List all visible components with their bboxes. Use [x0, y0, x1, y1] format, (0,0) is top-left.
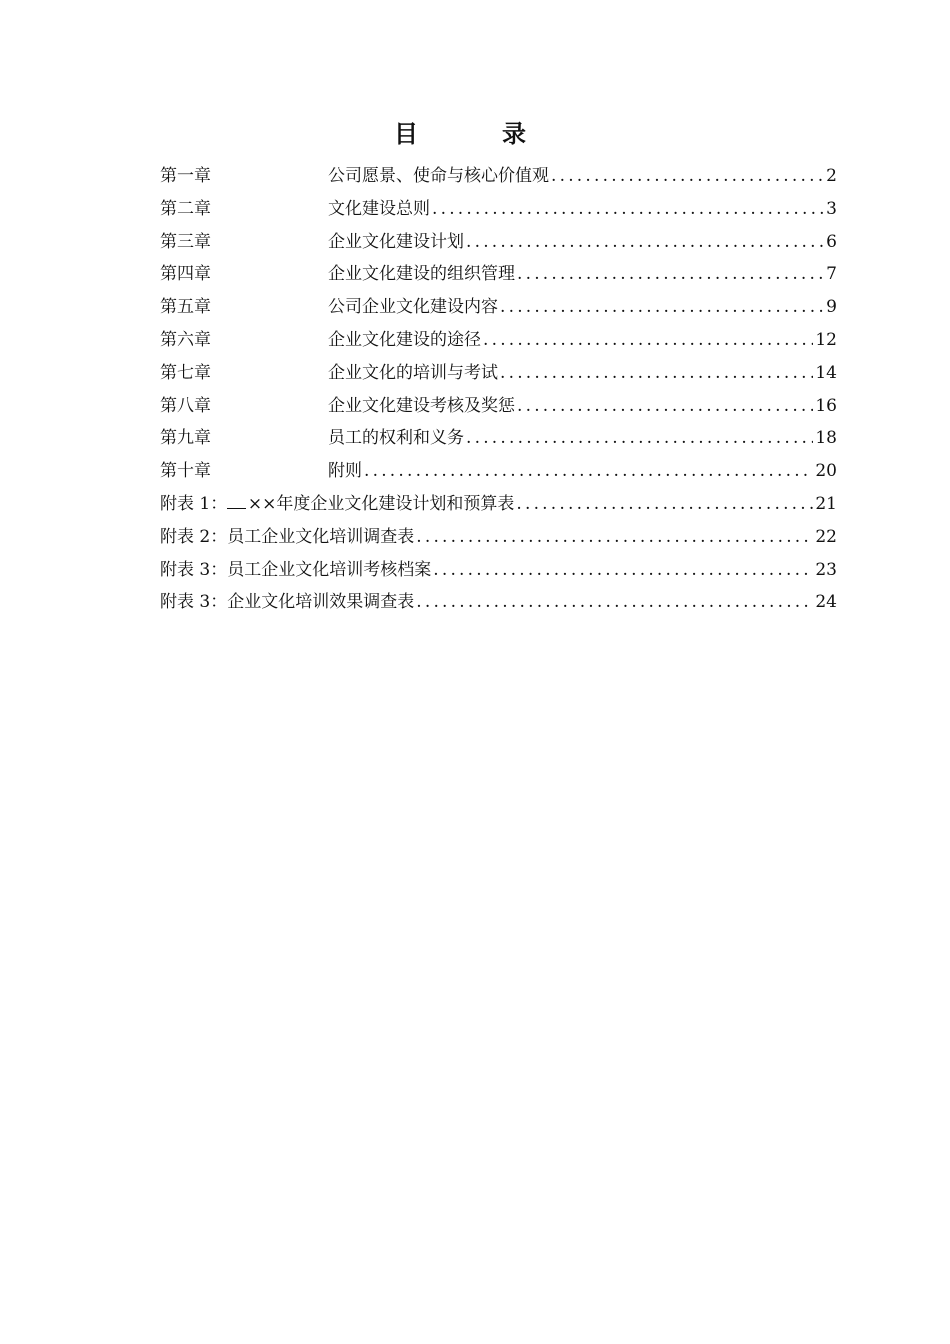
page-number: 9 [826, 297, 837, 318]
page-number: 16 [815, 395, 837, 416]
appendix-title: 企业文化培训效果调查表 [227, 592, 415, 613]
page-number: 24 [815, 592, 837, 613]
dot-leader [432, 193, 824, 226]
page-number: 22 [815, 526, 837, 547]
toc-entry-appendix-2[interactable] [160, 521, 837, 554]
appendix-number: 附表 3： [160, 559, 228, 580]
page-number: 18 [815, 428, 837, 449]
dot-leader [551, 160, 824, 193]
chapter-number: 第十章 [160, 461, 211, 482]
toc-entry-chapter-4[interactable] [160, 258, 837, 291]
chapter-title: 企业文化建设的途径 [328, 329, 481, 350]
chapter-title: 员工的权利和义务 [328, 428, 464, 449]
chapter-number: 第六章 [160, 329, 211, 350]
dot-leader [500, 291, 824, 324]
chapter-title: 文化建设总则 [328, 198, 430, 219]
page-number: 23 [815, 559, 837, 580]
toc-entry-chapter-1[interactable] [160, 160, 837, 193]
dot-leader [483, 324, 813, 357]
toc-entry-chapter-10[interactable] [160, 455, 837, 488]
toc-entry-chapter-8[interactable] [160, 390, 837, 423]
page-number: 2 [826, 166, 837, 186]
appendix-title: ××年度企业文化建设计划和预算表 [247, 493, 515, 514]
chapter-number: 第八章 [160, 395, 211, 416]
toc-entry-chapter-3[interactable] [160, 226, 837, 259]
chapter-title: 企业文化的培训与考试 [328, 362, 498, 383]
chapter-number: 第五章 [160, 297, 211, 318]
chapter-title: 附则 [328, 461, 362, 482]
page-number: 14 [815, 362, 837, 383]
appendix-number: 附表 1： [160, 493, 228, 514]
chapter-number: 第七章 [160, 362, 211, 383]
appendix-title: 员工企业文化培训考核档案 [227, 559, 432, 580]
page-number: 20 [815, 461, 837, 482]
dot-leader [516, 488, 813, 521]
chapter-number: 第四章 [160, 264, 211, 285]
toc-entry-chapter-7[interactable] [160, 357, 837, 390]
toc-entry-appendix-4[interactable] [160, 586, 837, 619]
chapter-number: 第三章 [160, 231, 211, 252]
toc-entry-chapter-9[interactable] [160, 422, 837, 455]
page-number: 6 [826, 231, 837, 252]
chapter-title: 企业文化建设考核及奖惩 [328, 395, 515, 416]
dot-leader [517, 258, 824, 291]
appendix-number: 附表 2： [160, 526, 228, 547]
page-number: 12 [815, 329, 837, 350]
page-number: 3 [826, 198, 837, 219]
dot-leader [517, 390, 813, 423]
dot-leader [416, 586, 813, 619]
appendix-number: 附表 3： [160, 592, 228, 613]
dot-leader [466, 226, 824, 259]
chapter-number: 第一章 [160, 166, 211, 186]
toc-entry-appendix-1[interactable] [160, 488, 837, 521]
page-number: 7 [826, 264, 837, 285]
page-number: 21 [815, 493, 837, 514]
toc-entry-chapter-6[interactable] [160, 324, 837, 357]
fill-in-blank [227, 488, 246, 509]
chapter-title: 公司愿景、使命与核心价值观 [328, 166, 549, 186]
chapter-title: 企业文化建设的组织管理 [328, 264, 515, 285]
toc-entry-chapter-5[interactable] [160, 291, 837, 324]
chapter-number: 第九章 [160, 428, 211, 449]
dot-leader [466, 422, 813, 455]
dot-leader [364, 455, 813, 488]
toc-entry-appendix-3[interactable] [160, 554, 837, 587]
dot-leader [416, 521, 813, 554]
toc-entry-chapter-2[interactable] [160, 193, 837, 226]
dot-leader [500, 357, 813, 390]
chapter-title: 公司企业文化建设内容 [328, 297, 498, 318]
chapter-title: 企业文化建设计划 [328, 231, 464, 252]
chapter-number: 第二章 [160, 198, 211, 219]
dot-leader [433, 554, 813, 587]
table-of-contents [160, 160, 837, 619]
appendix-title: 员工企业文化培训调查表 [227, 526, 415, 547]
toc-title: 目 录 [394, 120, 556, 148]
